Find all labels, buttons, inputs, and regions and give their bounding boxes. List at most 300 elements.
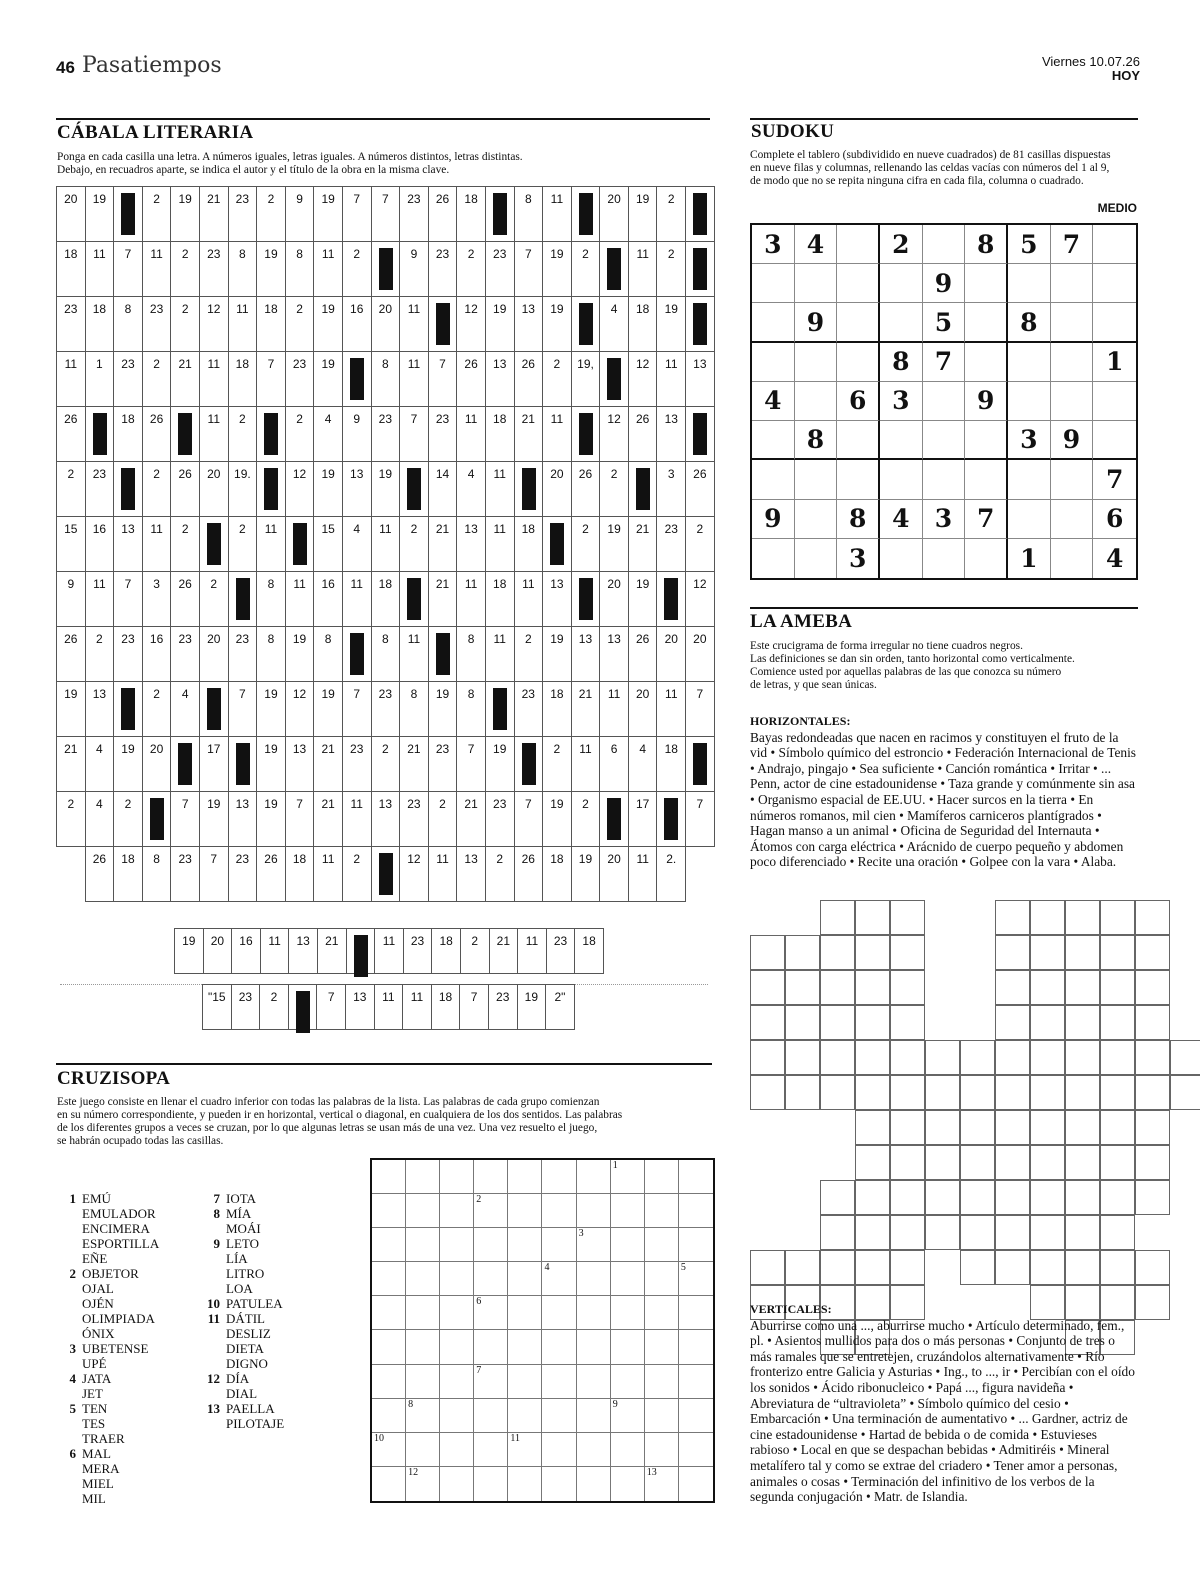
cabala-cell[interactable]: 8: [285, 242, 314, 297]
sudoku-cell[interactable]: [923, 460, 966, 499]
cabala-cell[interactable]: 19: [85, 187, 114, 242]
cruzisopa-cell[interactable]: [577, 1467, 611, 1501]
cabala-cell[interactable]: 2: [171, 297, 200, 352]
ameba-cell[interactable]: [960, 1180, 995, 1215]
cabala-cell[interactable]: 12: [285, 462, 314, 517]
ameba-cell[interactable]: [1030, 970, 1065, 1005]
ameba-cell[interactable]: [855, 935, 890, 970]
ameba-cell[interactable]: [855, 1180, 890, 1215]
ameba-cell[interactable]: [1065, 935, 1100, 970]
ameba-cell[interactable]: [855, 1040, 890, 1075]
cabala-cell[interactable]: 2: [457, 242, 486, 297]
cabala-cell[interactable]: 2: [142, 462, 171, 517]
cabala-cell[interactable]: 13: [514, 297, 543, 352]
cabala-cell[interactable]: 11: [400, 627, 429, 682]
cruzisopa-cell[interactable]: [406, 1296, 440, 1330]
sudoku-cell[interactable]: [1051, 460, 1094, 499]
ameba-cell[interactable]: [1100, 1145, 1135, 1180]
sudoku-cell[interactable]: [752, 343, 795, 382]
cabala-cell[interactable]: 20: [686, 627, 715, 682]
cabala-cell[interactable]: 19: [257, 792, 286, 847]
cruzisopa-cell[interactable]: [474, 1228, 508, 1262]
ameba-cell[interactable]: [925, 1180, 960, 1215]
cabala-cell[interactable]: 8: [371, 627, 400, 682]
cabala-cell[interactable]: 26: [686, 462, 715, 517]
cruzisopa-cell[interactable]: [679, 1160, 713, 1194]
cabala-cell[interactable]: 23: [285, 352, 314, 407]
cabala-cell[interactable]: 21: [199, 187, 228, 242]
cruzisopa-cell[interactable]: [508, 1194, 542, 1228]
cabala-cell[interactable]: 23: [371, 407, 400, 462]
cruzisopa-cell[interactable]: [508, 1433, 542, 1467]
cruzisopa-cell[interactable]: [440, 1160, 474, 1194]
cruzisopa-cell[interactable]: [577, 1296, 611, 1330]
ameba-cell[interactable]: [785, 1040, 820, 1075]
cabala-cell[interactable]: 19: [314, 187, 343, 242]
sudoku-cell[interactable]: [965, 343, 1008, 382]
cruzisopa-cell[interactable]: [440, 1365, 474, 1399]
cabala-cell[interactable]: 21: [314, 792, 343, 847]
cabala-cell[interactable]: 2: [199, 572, 228, 627]
sudoku-cell[interactable]: [880, 264, 923, 303]
cruzisopa-cell[interactable]: [372, 1262, 406, 1296]
cabala-cell[interactable]: 2: [400, 517, 429, 572]
cabala-cell[interactable]: 9: [57, 572, 86, 627]
cruzisopa-cell[interactable]: [645, 1365, 679, 1399]
ameba-cell[interactable]: [890, 970, 925, 1005]
ameba-cell[interactable]: [995, 935, 1030, 970]
cabala-cell[interactable]: 7: [114, 572, 143, 627]
cabala-cell[interactable]: 23: [142, 297, 171, 352]
ameba-cell[interactable]: [1065, 1075, 1100, 1110]
sudoku-cell[interactable]: [795, 539, 838, 578]
cruzisopa-cell[interactable]: [611, 1228, 645, 1262]
cabala-cell[interactable]: 26: [57, 407, 86, 462]
cabala-cell[interactable]: 2: [460, 929, 489, 974]
ameba-cell[interactable]: [890, 1180, 925, 1215]
cabala-cell[interactable]: 12: [199, 297, 228, 352]
cruzisopa-cell[interactable]: [372, 1365, 406, 1399]
ameba-cell[interactable]: [960, 1075, 995, 1110]
cabala-cell[interactable]: 13: [686, 352, 715, 407]
cabala-cell[interactable]: 19: [171, 187, 200, 242]
ameba-cell[interactable]: [995, 1250, 1030, 1285]
cruzisopa-cell[interactable]: [645, 1296, 679, 1330]
sudoku-cell[interactable]: [1051, 303, 1094, 342]
ameba-cell[interactable]: [925, 1145, 960, 1180]
cabala-cell[interactable]: 13: [457, 847, 486, 902]
cabala-cell[interactable]: 2: [257, 187, 286, 242]
cruzisopa-cell[interactable]: [542, 1194, 576, 1228]
sudoku-cell[interactable]: [752, 303, 795, 342]
cabala-cell[interactable]: 11: [342, 572, 371, 627]
cabala-cell[interactable]: 7: [686, 792, 715, 847]
cabala-cell[interactable]: 4: [600, 297, 629, 352]
ameba-cell[interactable]: [1065, 1145, 1100, 1180]
cabala-cell[interactable]: 26: [514, 352, 543, 407]
cabala-cell[interactable]: 13: [543, 572, 572, 627]
cabala-cell[interactable]: 15: [314, 517, 343, 572]
cabala-cell[interactable]: 19: [657, 297, 686, 352]
cabala-cell[interactable]: 21: [514, 407, 543, 462]
sudoku-cell[interactable]: [1051, 382, 1094, 421]
cabala-cell[interactable]: 23: [546, 929, 575, 974]
cabala-cell[interactable]: 18: [431, 985, 460, 1030]
cruzisopa-cell[interactable]: [679, 1467, 713, 1501]
cabala-cell[interactable]: 23: [228, 847, 257, 902]
cruzisopa-cell[interactable]: [645, 1399, 679, 1433]
cruzisopa-cell[interactable]: [440, 1228, 474, 1262]
cabala-cell[interactable]: 19: [175, 929, 204, 974]
cruzisopa-cell[interactable]: [542, 1399, 576, 1433]
cruzisopa-cell[interactable]: [508, 1467, 542, 1501]
cabala-cell[interactable]: 19: [257, 737, 286, 792]
cabala-cell[interactable]: 3: [142, 572, 171, 627]
cruzisopa-cell[interactable]: [645, 1194, 679, 1228]
cruzisopa-cell[interactable]: [440, 1433, 474, 1467]
ameba-cell[interactable]: [820, 1250, 855, 1285]
ameba-cell[interactable]: [820, 1040, 855, 1075]
ameba-cell[interactable]: [820, 935, 855, 970]
sudoku-cell[interactable]: [837, 303, 880, 342]
ameba-cell[interactable]: [1065, 1250, 1100, 1285]
cabala-cell[interactable]: 2: [600, 462, 629, 517]
sudoku-cell[interactable]: [965, 460, 1008, 499]
cabala-cell[interactable]: 21: [317, 929, 346, 974]
cruzisopa-cell[interactable]: [645, 1330, 679, 1364]
cabala-cell[interactable]: 11: [457, 572, 486, 627]
cabala-cell[interactable]: 2: [428, 792, 457, 847]
cruzisopa-cell[interactable]: [440, 1330, 474, 1364]
cabala-cell[interactable]: 19: [199, 792, 228, 847]
ameba-cell[interactable]: [1135, 970, 1170, 1005]
cabala-cell[interactable]: 12: [628, 352, 657, 407]
cruzisopa-cell[interactable]: [611, 1399, 645, 1433]
cabala-cell[interactable]: 26: [571, 462, 600, 517]
cruzisopa-cell[interactable]: [372, 1330, 406, 1364]
ameba-cell[interactable]: [890, 1250, 925, 1285]
cabala-cell[interactable]: 4: [342, 517, 371, 572]
cabala-cell[interactable]: 7: [514, 792, 543, 847]
cruzisopa-cell[interactable]: [474, 1194, 508, 1228]
cabala-cell[interactable]: 19: [314, 682, 343, 737]
ameba-cell[interactable]: [1100, 970, 1135, 1005]
sudoku-cell[interactable]: [1093, 303, 1136, 342]
cabala-cell[interactable]: 23: [403, 929, 432, 974]
cabala-cell[interactable]: 13: [485, 352, 514, 407]
cabala-cell[interactable]: 26: [257, 847, 286, 902]
cabala-cell[interactable]: 19: [57, 682, 86, 737]
cruzisopa-cell[interactable]: [611, 1262, 645, 1296]
cabala-cell[interactable]: 11: [342, 792, 371, 847]
cabala-cell[interactable]: 9: [400, 242, 429, 297]
cabala-cell[interactable]: 7: [371, 187, 400, 242]
sudoku-cell[interactable]: [1093, 382, 1136, 421]
cruzisopa-cell[interactable]: [542, 1160, 576, 1194]
cabala-cell[interactable]: 26: [628, 627, 657, 682]
ameba-cell[interactable]: [1170, 1040, 1200, 1075]
cabala-cell[interactable]: 21: [57, 737, 86, 792]
ameba-cell[interactable]: [1100, 1040, 1135, 1075]
cruzisopa-cell[interactable]: [577, 1365, 611, 1399]
cruzisopa-cell[interactable]: [508, 1262, 542, 1296]
cabala-cell[interactable]: 19: [257, 682, 286, 737]
sudoku-cell[interactable]: [752, 421, 795, 460]
cabala-cell[interactable]: 18: [628, 297, 657, 352]
cabala-cell[interactable]: 9: [342, 407, 371, 462]
ameba-cell[interactable]: [995, 1110, 1030, 1145]
ameba-cell[interactable]: [1100, 935, 1135, 970]
cabala-cell[interactable]: 26: [171, 572, 200, 627]
cabala-cell[interactable]: 2: [228, 517, 257, 572]
cabala-cell[interactable]: 18: [543, 847, 572, 902]
sudoku-cell[interactable]: [837, 343, 880, 382]
cabala-cell[interactable]: 21: [628, 517, 657, 572]
sudoku-cell[interactable]: [837, 225, 880, 264]
cabala-cell[interactable]: 23: [199, 242, 228, 297]
cabala-cell[interactable]: 23: [114, 352, 143, 407]
ameba-cell[interactable]: [1030, 1075, 1065, 1110]
cruzisopa-cell[interactable]: [679, 1228, 713, 1262]
ameba-cell[interactable]: [855, 1250, 890, 1285]
cabala-cell[interactable]: 13: [600, 627, 629, 682]
sudoku-cell[interactable]: [1093, 264, 1136, 303]
cruzisopa-cell[interactable]: [679, 1330, 713, 1364]
sudoku-cell[interactable]: [837, 460, 880, 499]
cabala-cell[interactable]: 13: [571, 627, 600, 682]
ameba-cell[interactable]: [785, 1250, 820, 1285]
ameba-cell[interactable]: [820, 970, 855, 1005]
cabala-cell[interactable]: 2: [57, 462, 86, 517]
ameba-cell[interactable]: [750, 970, 785, 1005]
cabala-cell[interactable]: 7: [514, 242, 543, 297]
cabala-cell[interactable]: 8: [400, 682, 429, 737]
cabala-cell[interactable]: 16: [232, 929, 261, 974]
cabala-cell[interactable]: 23: [514, 682, 543, 737]
cabala-work-grid[interactable]: [202, 984, 575, 1030]
cruzisopa-cell[interactable]: [474, 1467, 508, 1501]
cabala-cell[interactable]: 23: [400, 792, 429, 847]
cabala-cell[interactable]: 19: [543, 792, 572, 847]
cruzisopa-cell[interactable]: [542, 1433, 576, 1467]
ameba-cell[interactable]: [750, 1250, 785, 1285]
sudoku-cell[interactable]: [880, 303, 923, 342]
ameba-cell[interactable]: [820, 900, 855, 935]
cabala-cell[interactable]: 20: [199, 627, 228, 682]
cabala-cell[interactable]: 18: [575, 929, 604, 974]
cabala-cell[interactable]: 19.: [228, 462, 257, 517]
cabala-cell[interactable]: 11: [628, 847, 657, 902]
ameba-cell[interactable]: [1135, 1285, 1170, 1320]
cabala-cell[interactable]: 14: [428, 462, 457, 517]
cabala-cell[interactable]: 19: [114, 737, 143, 792]
cabala-cell[interactable]: 18: [432, 929, 461, 974]
ameba-cell[interactable]: [1170, 1075, 1200, 1110]
cabala-cell[interactable]: 13: [345, 985, 374, 1030]
cabala-cell[interactable]: 2: [142, 352, 171, 407]
cabala-cell[interactable]: 19: [543, 242, 572, 297]
cruzisopa-cell[interactable]: [611, 1160, 645, 1194]
cruzisopa-cell[interactable]: [372, 1194, 406, 1228]
cruzisopa-cell[interactable]: [372, 1228, 406, 1262]
ameba-cell[interactable]: [820, 1180, 855, 1215]
ameba-cell[interactable]: [1065, 1005, 1100, 1040]
ameba-cell[interactable]: [820, 1215, 855, 1250]
ameba-cell[interactable]: [1065, 1040, 1100, 1075]
cruzisopa-cell[interactable]: [542, 1296, 576, 1330]
sudoku-cell[interactable]: [923, 382, 966, 421]
cabala-cell[interactable]: 12: [457, 297, 486, 352]
cruzisopa-cell[interactable]: [372, 1433, 406, 1467]
ameba-cell[interactable]: [890, 900, 925, 935]
cabala-cell[interactable]: 7: [686, 682, 715, 737]
sudoku-cell[interactable]: [795, 343, 838, 382]
cruzisopa-cell[interactable]: [406, 1330, 440, 1364]
cabala-cell[interactable]: 23: [228, 627, 257, 682]
cruzisopa-cell[interactable]: [542, 1228, 576, 1262]
cruzisopa-cell[interactable]: [406, 1262, 440, 1296]
ameba-cell[interactable]: [855, 1075, 890, 1110]
ameba-cell[interactable]: [995, 970, 1030, 1005]
cabala-cell[interactable]: 11: [400, 352, 429, 407]
cabala-cell[interactable]: 19: [543, 627, 572, 682]
ameba-cell[interactable]: [960, 1110, 995, 1145]
cabala-cell[interactable]: 11: [314, 242, 343, 297]
cabala-cell[interactable]: 11: [657, 682, 686, 737]
cruzisopa-cell[interactable]: [508, 1228, 542, 1262]
cabala-cell[interactable]: 4: [85, 792, 114, 847]
cruzisopa-cell[interactable]: [679, 1433, 713, 1467]
cabala-cell[interactable]: 7: [457, 737, 486, 792]
cabala-cell[interactable]: 23: [57, 297, 86, 352]
sudoku-cell[interactable]: [1008, 343, 1051, 382]
cabala-cell[interactable]: 4: [628, 737, 657, 792]
sudoku-cell[interactable]: [1008, 264, 1051, 303]
sudoku-cell[interactable]: [795, 382, 838, 421]
cabala-cell[interactable]: 11: [514, 572, 543, 627]
ameba-cell[interactable]: [855, 1145, 890, 1180]
sudoku-cell[interactable]: [1051, 539, 1094, 578]
cabala-cell[interactable]: 11: [142, 242, 171, 297]
ameba-cell[interactable]: [925, 1215, 960, 1250]
sudoku-cell[interactable]: [1093, 421, 1136, 460]
ameba-cell[interactable]: [1065, 970, 1100, 1005]
cabala-cell[interactable]: 8: [114, 297, 143, 352]
cabala-cell[interactable]: 19: [543, 297, 572, 352]
cruzisopa-cell[interactable]: [679, 1365, 713, 1399]
cabala-cell[interactable]: 11: [57, 352, 86, 407]
cruzisopa-cell[interactable]: [406, 1365, 440, 1399]
cabala-cell[interactable]: 20: [203, 929, 232, 974]
cabala-cell[interactable]: 2": [546, 985, 575, 1030]
cabala-cell[interactable]: 11: [142, 517, 171, 572]
cabala-cell[interactable]: 26: [171, 462, 200, 517]
ameba-cell[interactable]: [1030, 1005, 1065, 1040]
cruzisopa-cell[interactable]: [577, 1194, 611, 1228]
ameba-cell[interactable]: [855, 1005, 890, 1040]
cabala-cell[interactable]: 7: [460, 985, 489, 1030]
cabala-cell[interactable]: 4: [314, 407, 343, 462]
cabala-cell[interactable]: 19: [485, 297, 514, 352]
sudoku-cell[interactable]: [965, 421, 1008, 460]
cabala-cell[interactable]: 11: [571, 737, 600, 792]
sudoku-cell[interactable]: [795, 460, 838, 499]
ameba-cell[interactable]: [1100, 1005, 1135, 1040]
cruzisopa-cell[interactable]: [406, 1399, 440, 1433]
sudoku-cell[interactable]: [752, 264, 795, 303]
cabala-cell[interactable]: 2: [657, 242, 686, 297]
cabala-cell[interactable]: 8: [514, 187, 543, 242]
cabala-cell[interactable]: 11: [657, 352, 686, 407]
sudoku-cell[interactable]: [1093, 225, 1136, 264]
cabala-cell[interactable]: 13: [228, 792, 257, 847]
cabala-cell[interactable]: 20: [657, 627, 686, 682]
cabala-cell[interactable]: 19: [485, 737, 514, 792]
cabala-cell[interactable]: 13: [657, 407, 686, 462]
cruzisopa-cell[interactable]: [577, 1433, 611, 1467]
cabala-cell[interactable]: 17: [199, 737, 228, 792]
cabala-cell[interactable]: 1: [85, 352, 114, 407]
cabala-cell[interactable]: 2: [485, 847, 514, 902]
ameba-cell[interactable]: [890, 1215, 925, 1250]
cabala-cell[interactable]: 18: [228, 352, 257, 407]
cruzisopa-cell[interactable]: [542, 1330, 576, 1364]
ameba-cell[interactable]: [995, 900, 1030, 935]
ameba-cell[interactable]: [960, 1250, 995, 1285]
ameba-cell[interactable]: [1135, 1110, 1170, 1145]
cabala-cell[interactable]: 13: [289, 929, 318, 974]
ameba-cell[interactable]: [890, 1145, 925, 1180]
cabala-cell[interactable]: 23: [114, 627, 143, 682]
cabala-cell[interactable]: 13: [285, 737, 314, 792]
cabala-cell[interactable]: 26: [628, 407, 657, 462]
cabala-cell[interactable]: 26: [57, 627, 86, 682]
ameba-cell[interactable]: [1100, 1250, 1135, 1285]
ameba-cell[interactable]: [995, 1215, 1030, 1250]
cabala-cell[interactable]: 19: [285, 627, 314, 682]
cabala-cell[interactable]: 2: [342, 242, 371, 297]
cabala-cell[interactable]: 11: [485, 517, 514, 572]
cabala-cell[interactable]: 11: [400, 297, 429, 352]
ameba-cell[interactable]: [785, 1075, 820, 1110]
cruzisopa-cell[interactable]: [406, 1228, 440, 1262]
cabala-cell[interactable]: 26: [85, 847, 114, 902]
cruzisopa-cell[interactable]: [406, 1433, 440, 1467]
cabala-cell[interactable]: 7: [257, 352, 286, 407]
ameba-cell[interactable]: [785, 970, 820, 1005]
ameba-cell[interactable]: [995, 1145, 1030, 1180]
cabala-cell[interactable]: 4: [171, 682, 200, 737]
sudoku-cell[interactable]: [1008, 500, 1051, 539]
cabala-cell[interactable]: 11: [457, 407, 486, 462]
cabala-cell[interactable]: 26: [428, 187, 457, 242]
ameba-cell[interactable]: [1030, 1110, 1065, 1145]
cabala-cell[interactable]: 26: [142, 407, 171, 462]
ameba-cell[interactable]: [1135, 1250, 1170, 1285]
cabala-cell[interactable]: 2: [342, 847, 371, 902]
ameba-cell[interactable]: [820, 1075, 855, 1110]
ameba-cell[interactable]: [890, 1075, 925, 1110]
cruzisopa-cell[interactable]: [440, 1467, 474, 1501]
cruzisopa-cell[interactable]: [474, 1365, 508, 1399]
cabala-cell[interactable]: 19: [428, 682, 457, 737]
cabala-cell[interactable]: 11: [375, 929, 404, 974]
sudoku-cell[interactable]: [1051, 500, 1094, 539]
cruzisopa-cell[interactable]: [406, 1160, 440, 1194]
ameba-cell[interactable]: [995, 1040, 1030, 1075]
ameba-cell[interactable]: [1065, 1180, 1100, 1215]
ameba-cell[interactable]: [1100, 900, 1135, 935]
